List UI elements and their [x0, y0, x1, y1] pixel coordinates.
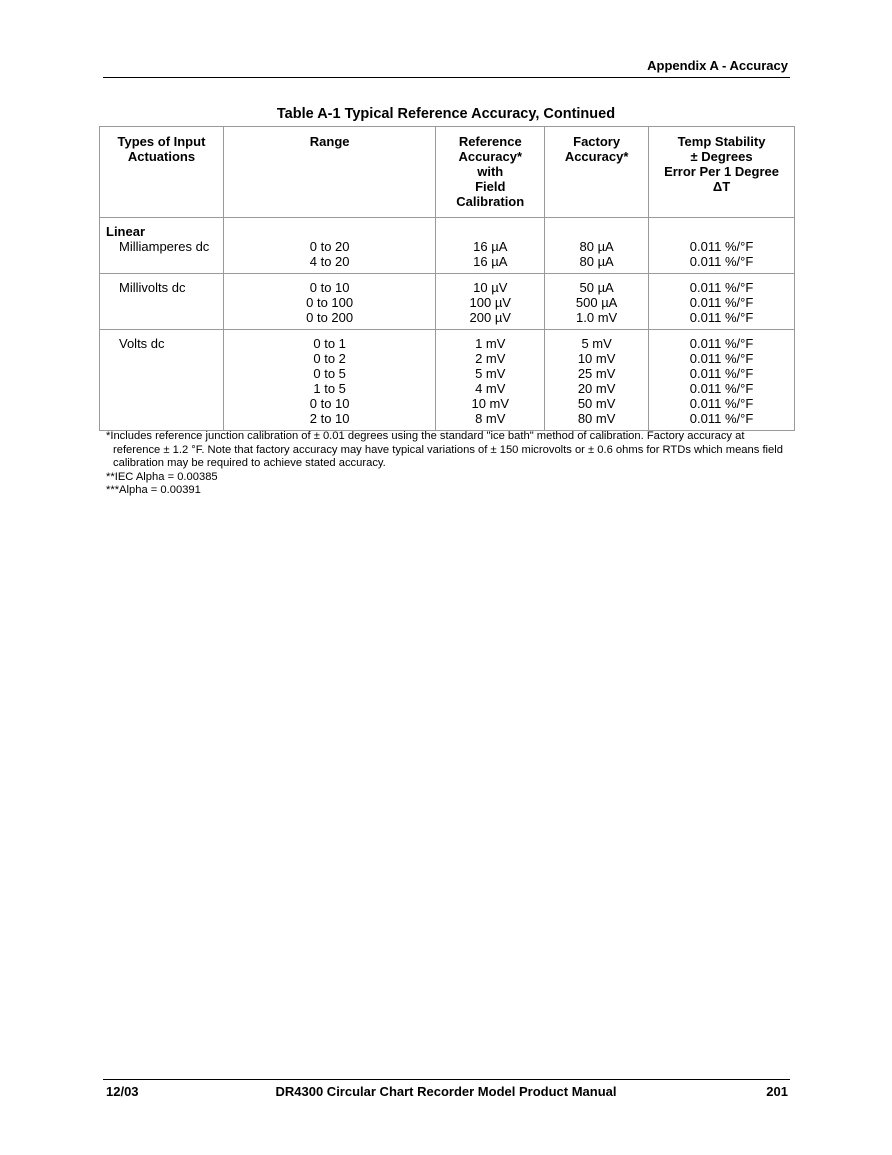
section-header: Appendix A - Accuracy [647, 58, 788, 73]
temp-stability-cell: 0.011 %/°F 0.011 %/°F [649, 218, 795, 274]
column-header-factory-accuracy: Factory Accuracy* [545, 127, 649, 218]
table-title: Table A-1 Typical Reference Accuracy, Continued [276, 106, 616, 122]
column-header-temp-stability: Temp Stability ± Degrees Error Per 1 Degree ΔT [649, 127, 795, 218]
footer-date: 12/03 [106, 1084, 139, 1099]
temp-stability-cell: 0.011 %/°F 0.011 %/°F 0.011 %/°F 0.011 %/°F 0.011 %/°F 0.011 %/°F [649, 330, 795, 431]
factory-accuracy-cell: 5 mV 10 mV 25 mV 20 mV 50 mV 80 mV [545, 330, 649, 431]
page-number: 201 [766, 1084, 788, 1099]
column-header-reference-accuracy: Reference Accuracy* with Field Calibration [436, 127, 545, 218]
table-row-millivolts [100, 274, 795, 330]
table-row-milliamperes [100, 218, 795, 274]
footnote-calibration: *Includes reference junction calibration of ± 0.01 degrees using the standard "ice bath" method of calibration. Factory accuracy at reference ± 1.2 °F. Note that factory accuracy may have typical variations of ± 150 microvolts or ± 0.6 ohms for RTDs which means field calibration may be required to achieve stated accuracy. [106, 430, 783, 469]
column-header-range: Range [223, 127, 435, 218]
reference-accuracy-cell: 10 µV 100 µV 200 µV [436, 274, 545, 330]
footnotes [106, 430, 786, 498]
range-cell: 0 to 10 0 to 100 0 to 200 [223, 274, 435, 330]
group-label: Linear [106, 224, 146, 239]
table-row-volts [100, 330, 795, 431]
factory-accuracy-cell: 80 µA 80 µA [545, 218, 649, 274]
input-type-cell: Millivolts dc [100, 274, 224, 330]
footnote-alpha: ***Alpha = 0.00391 [106, 484, 201, 496]
input-type-cell: Linear Milliamperes dc [100, 218, 224, 274]
header-divider [103, 77, 790, 78]
temp-stability-cell: 0.011 %/°F 0.011 %/°F 0.011 %/°F [649, 274, 795, 330]
column-header-input-type: Types of Input Actuations [100, 127, 224, 218]
footnote-iec-alpha: **IEC Alpha = 0.00385 [106, 470, 218, 483]
range-cell: 0 to 1 0 to 2 0 to 5 1 to 5 0 to 10 2 to 10 [223, 330, 435, 431]
input-type-cell: Volts dc [100, 330, 224, 431]
footer-divider [103, 1079, 790, 1080]
reference-accuracy-cell: 16 µA 16 µA [436, 218, 545, 274]
table-header-row [100, 127, 795, 218]
factory-accuracy-cell: 50 µA 500 µA 1.0 mV [545, 274, 649, 330]
range-cell: 0 to 20 4 to 20 [223, 218, 435, 274]
accuracy-table [99, 126, 795, 431]
reference-accuracy-cell: 1 mV 2 mV 5 mV 4 mV 10 mV 8 mV [436, 330, 545, 431]
footer-manual-title: DR4300 Circular Chart Recorder Model Product Manual [275, 1084, 617, 1099]
